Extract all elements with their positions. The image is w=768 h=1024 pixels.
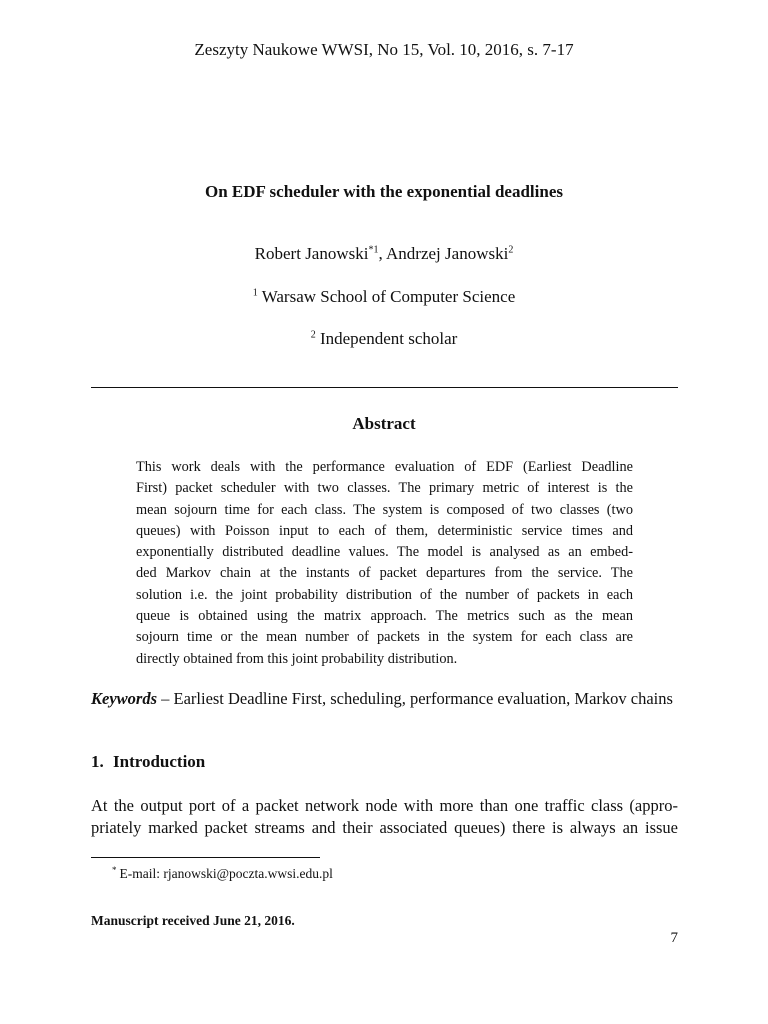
abstract-line: queue is obtained using the matrix approach. The metrics such as the mean	[136, 608, 633, 625]
abstract-line: First) packet scheduler with two classes. The primary metric of interest is the	[136, 480, 633, 497]
intro-paragraph	[91, 795, 678, 839]
section-title: Introduction	[113, 752, 206, 771]
keywords-text: Earliest Deadline First, scheduling, performance evaluation, Markov chains	[173, 689, 673, 708]
affiliation-2	[0, 329, 768, 349]
journal-header: Zeszyty Naukowe WWSI, No 15, Vol. 10, 2016, s. 7-17	[194, 40, 574, 59]
author-1-mark: *1	[368, 244, 379, 256]
author-2: Andrzej Janowski	[386, 244, 509, 263]
abstract-line: ded Markov chain at the instants of packet departures from the service. The	[136, 565, 633, 582]
affiliation-1	[0, 287, 768, 307]
keywords-label: Keywords	[91, 689, 157, 708]
keywords	[91, 688, 678, 709]
keywords-dash: –	[157, 689, 174, 708]
footnote-email: E-mail: rjanowski@poczta.wwsi.edu.pl	[119, 866, 333, 881]
author-1: Robert Janowski	[254, 244, 369, 263]
abstract-body	[136, 457, 633, 670]
footnote-mark: *	[112, 864, 117, 875]
footnote-divider	[91, 857, 320, 858]
paper-title: On EDF scheduler with the exponential deadlines	[205, 182, 563, 201]
author-line	[0, 244, 768, 264]
abstract-line: queues) with Poisson input to each of them, deterministic service times and	[136, 522, 633, 539]
abstract-line: directly obtained from this joint probability distribution.	[136, 650, 458, 667]
abstract-line: exponentially distributed deadline values. The model is analysed as an embed-	[136, 544, 633, 561]
abstract-heading: Abstract	[352, 414, 416, 433]
affiliation-2-text: Independent scholar	[319, 329, 458, 348]
intro-line: At the output port of a packet network node with more than one traffic class (appro-	[91, 796, 678, 815]
section-heading	[91, 752, 205, 772]
author-2-mark: 2	[508, 244, 514, 256]
manuscript-note: Manuscript received June 21, 2016.	[91, 913, 295, 928]
section-number: 1.	[91, 752, 104, 771]
affiliation-1-text: Warsaw School of Computer Science	[261, 287, 516, 306]
abstract-line: mean sojourn time for each class. The system is composed of two classes (two	[136, 501, 633, 518]
author-separator: ,	[378, 244, 387, 263]
affiliation-2-mark: 2	[310, 329, 316, 341]
affiliation-1-mark: 1	[252, 287, 258, 299]
abstract-line: This work deals with the performance evaluation of EDF (Earliest Deadline	[136, 459, 633, 475]
footnote	[112, 866, 333, 882]
page-number: 7	[670, 930, 678, 946]
abstract-line: sojourn time or the mean number of packets in the system for each class are	[136, 629, 633, 646]
abstract-line: solution i.e. the joint probability distribution of the number of packets in each	[136, 586, 633, 603]
header-divider	[91, 387, 678, 388]
intro-line: priately marked packet streams and their associated queues) there is always an issue	[91, 818, 678, 837]
